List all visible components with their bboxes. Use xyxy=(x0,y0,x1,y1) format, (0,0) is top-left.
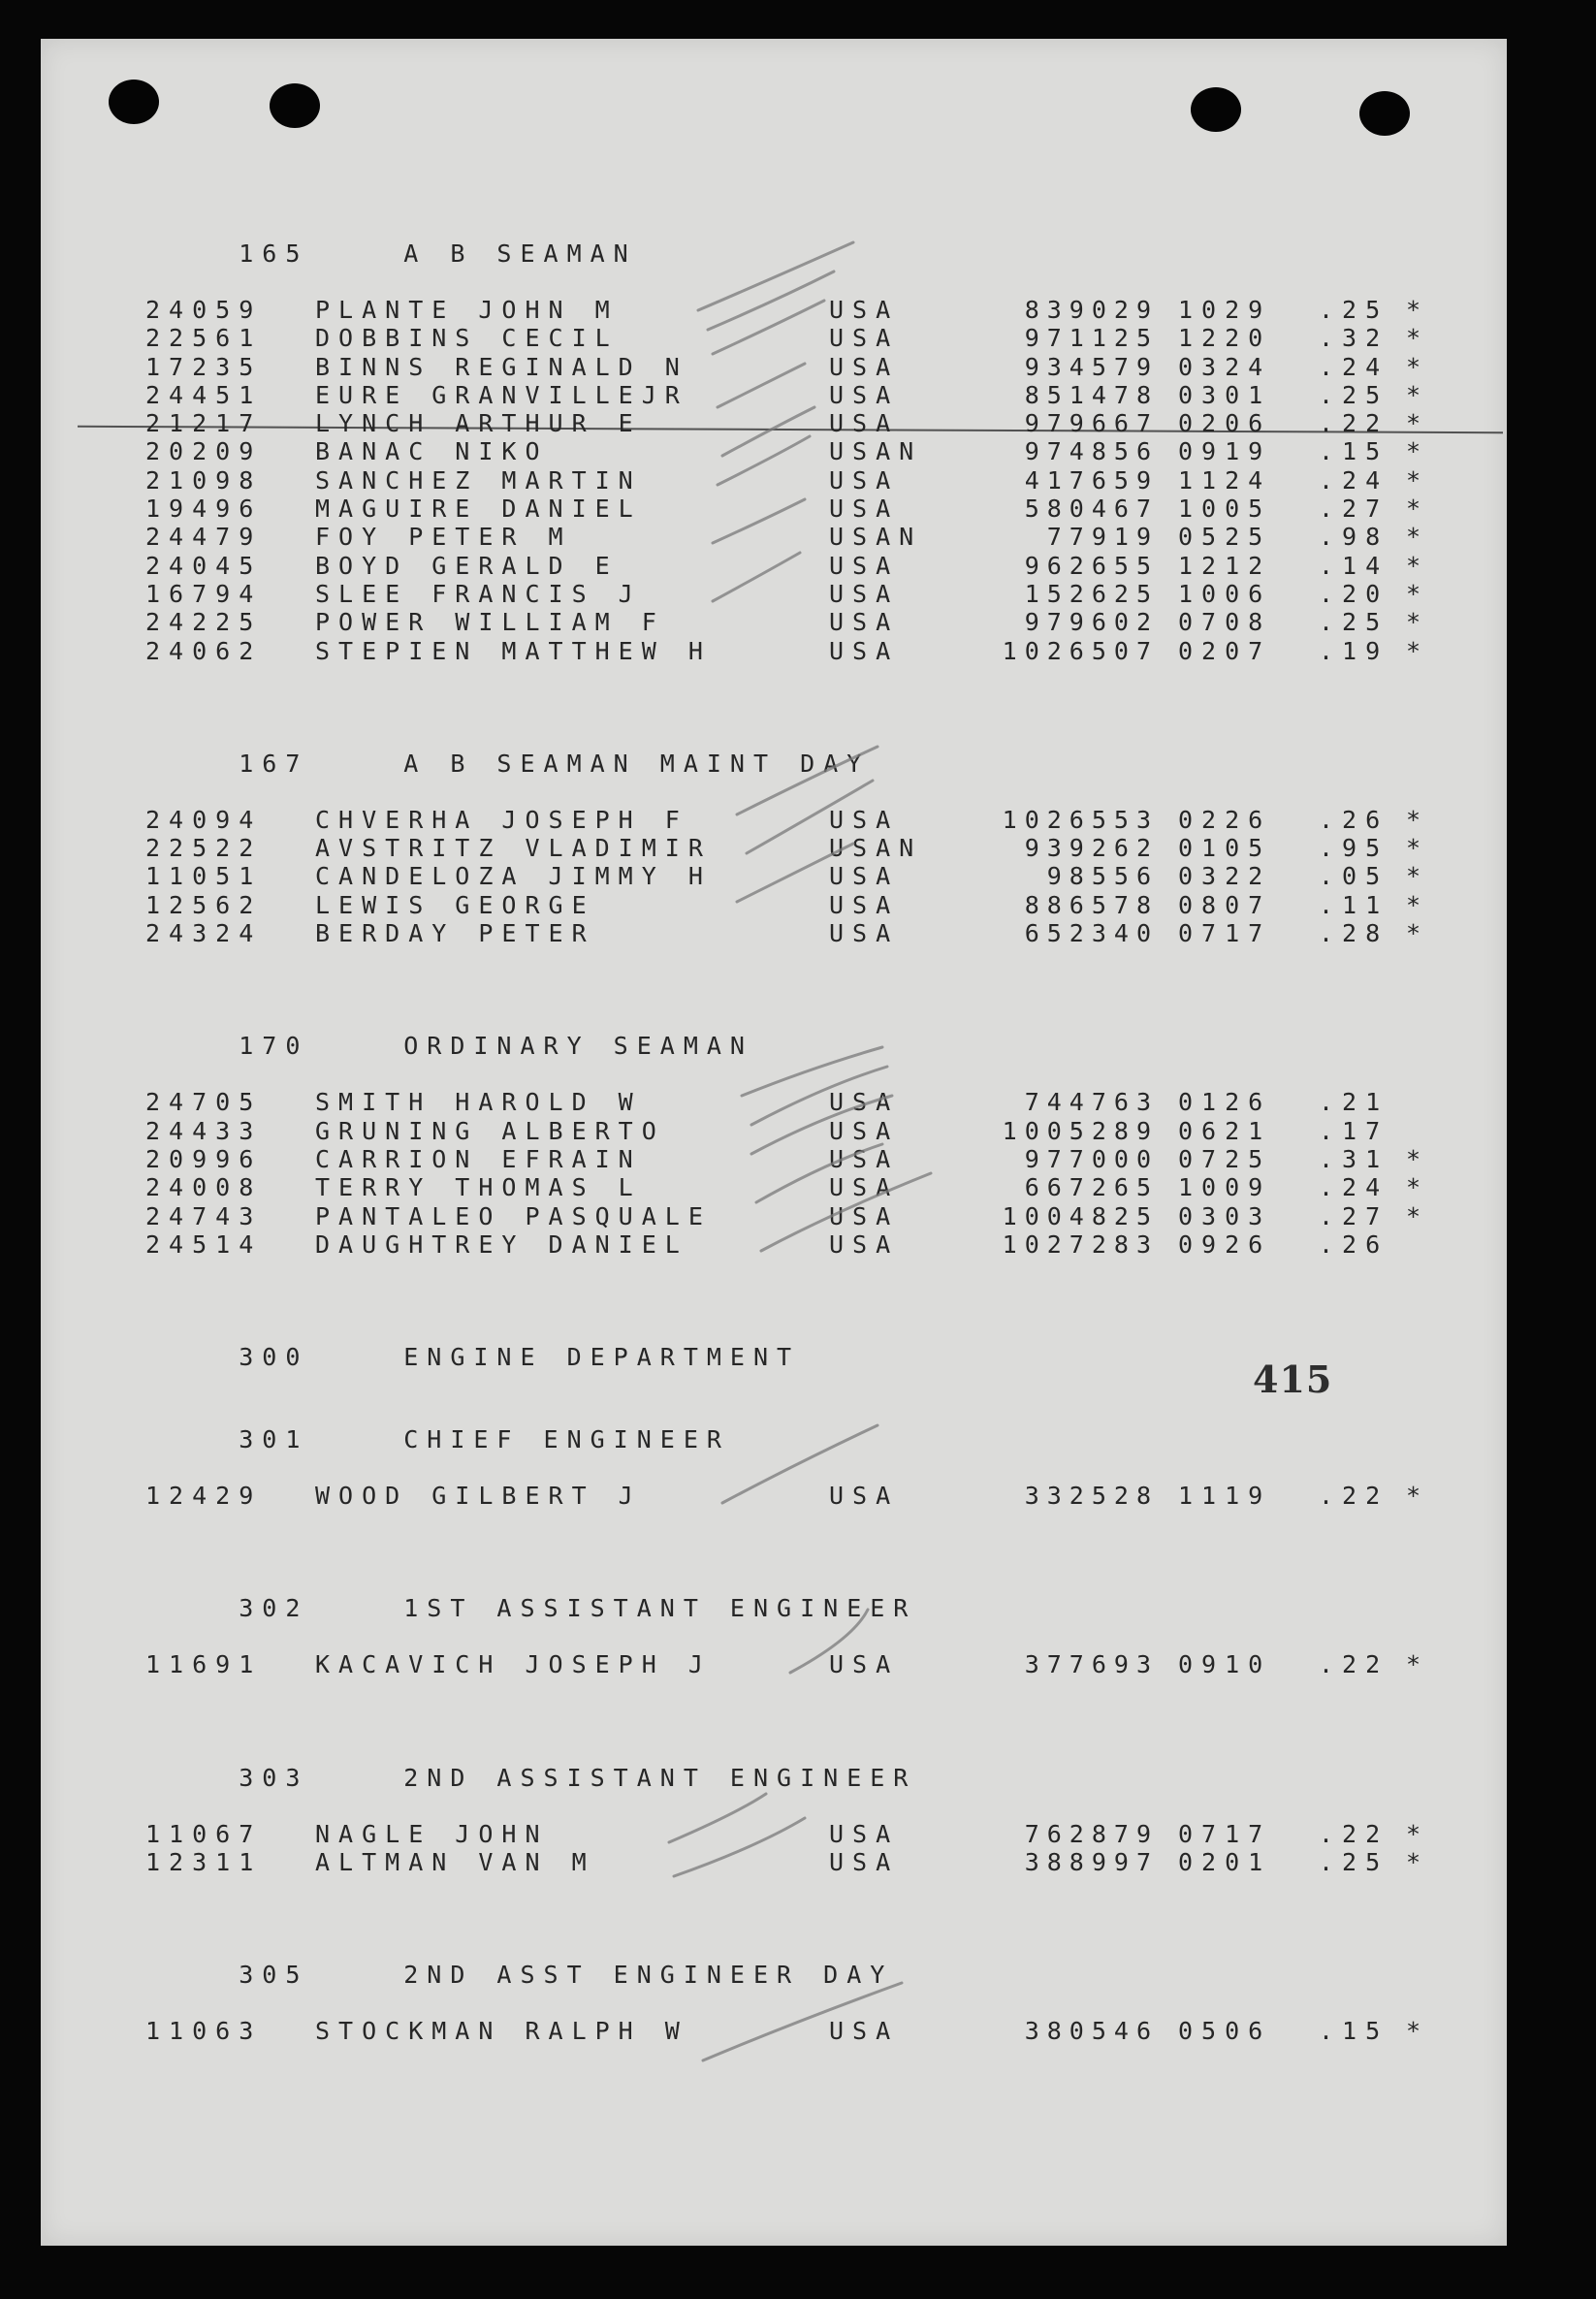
date-code: 1220 xyxy=(1178,324,1272,353)
asterisk-mark: * xyxy=(1406,1819,1430,1848)
crew-number: 24062 xyxy=(145,636,263,665)
nationality: USA xyxy=(829,1088,900,1117)
asterisk-mark: * xyxy=(1406,805,1430,834)
date-code: 1124 xyxy=(1178,465,1272,495)
crew-name: LYNCH ARTHUR E xyxy=(315,409,642,438)
asterisk-mark: * xyxy=(1406,296,1430,324)
nationality: USA xyxy=(829,1482,900,1511)
date-code: 1009 xyxy=(1178,1173,1272,1202)
nationality: USAN xyxy=(829,437,923,466)
page-number: 415 xyxy=(1253,1357,1333,1401)
nationality: USA xyxy=(829,2017,900,2046)
crew-name: STOCKMAN RALPH W xyxy=(315,2017,688,2046)
nationality: USA xyxy=(829,465,900,495)
nationality: USA xyxy=(829,1173,900,1202)
crew-row xyxy=(145,523,1454,551)
crew-number: 24433 xyxy=(145,1116,263,1145)
section-title: ORDINARY SEAMAN xyxy=(403,1032,753,1061)
punch-hole xyxy=(109,80,159,124)
date-code: 0324 xyxy=(1178,352,1272,381)
asterisk-mark: * xyxy=(1406,523,1430,552)
crew-row xyxy=(145,608,1454,636)
section-rows xyxy=(145,1650,1454,1678)
rate-value: .22 xyxy=(1319,409,1389,438)
rate-value: .28 xyxy=(1319,919,1389,948)
date-code: 1119 xyxy=(1178,1482,1272,1511)
crew-name: BERDAY PETER xyxy=(315,919,595,948)
crew-row xyxy=(145,381,1454,409)
section-header xyxy=(145,1566,1454,1623)
date-code: 0725 xyxy=(1178,1144,1272,1173)
crew-id: 380546 xyxy=(1024,2017,1159,2046)
crew-number: 22561 xyxy=(145,324,263,353)
punch-hole xyxy=(270,83,320,128)
rate-value: .17 xyxy=(1319,1116,1389,1145)
crew-number: 20996 xyxy=(145,1144,263,1173)
crew-id: 974856 xyxy=(1024,437,1159,466)
rate-value: .27 xyxy=(1319,1201,1389,1230)
rate-value: .25 xyxy=(1319,380,1389,409)
section-header xyxy=(145,1932,1454,1990)
date-code: 0303 xyxy=(1178,1201,1272,1230)
date-code: 0708 xyxy=(1178,608,1272,637)
asterisk-mark: * xyxy=(1406,380,1430,409)
rate-value: .32 xyxy=(1319,324,1389,353)
asterisk-mark: * xyxy=(1406,1482,1430,1511)
crew-id: 98556 xyxy=(1046,862,1159,891)
crew-row xyxy=(145,806,1454,834)
section-header xyxy=(145,1315,1454,1372)
crew-id: 388997 xyxy=(1024,1848,1159,1877)
crew-row xyxy=(145,2017,1454,2045)
crew-id: 1026507 xyxy=(1002,636,1159,665)
crew-name: AVSTRITZ VLADIMIR xyxy=(315,834,712,863)
crew-row xyxy=(145,437,1454,465)
asterisk-mark: * xyxy=(1406,919,1430,948)
crew-number: 24514 xyxy=(145,1229,263,1259)
crew-name: CHVERHA JOSEPH F xyxy=(315,805,688,834)
asterisk-mark: * xyxy=(1406,551,1430,580)
crew-row xyxy=(145,862,1454,890)
crew-name: EURE GRANVILLEJR xyxy=(315,380,688,409)
section-header xyxy=(145,211,1454,268)
section-code: 167 xyxy=(239,749,309,778)
crew-row xyxy=(145,1230,1454,1259)
crew-id: 962655 xyxy=(1024,551,1159,580)
crew-number: 11691 xyxy=(145,1650,263,1679)
section-header xyxy=(145,1397,1454,1454)
section-title: 2ND ASSISTANT ENGINEER xyxy=(403,1763,917,1792)
date-code: 1212 xyxy=(1178,551,1272,580)
nationality: USA xyxy=(829,890,900,919)
date-code: 0926 xyxy=(1178,1229,1272,1259)
crew-number: 24705 xyxy=(145,1088,263,1117)
crew-list xyxy=(145,211,1454,2046)
nationality: USA xyxy=(829,1650,900,1679)
section-title: 2ND ASST ENGINEER DAY xyxy=(403,1961,894,1990)
section-code: 300 xyxy=(239,1343,309,1372)
crew-row xyxy=(145,919,1454,947)
section-title: ENGINE DEPARTMENT xyxy=(403,1343,801,1372)
crew-id: 1004825 xyxy=(1002,1201,1159,1230)
nationality: USA xyxy=(829,1229,900,1259)
crew-name: ALTMAN VAN M xyxy=(315,1848,595,1877)
rate-value: .95 xyxy=(1319,834,1389,863)
crew-id: 77919 xyxy=(1046,523,1159,552)
nationality: USA xyxy=(829,1819,900,1848)
section-rows xyxy=(145,806,1454,947)
asterisk-mark: * xyxy=(1406,1848,1430,1877)
crew-row xyxy=(145,466,1454,495)
asterisk-mark: * xyxy=(1406,495,1430,524)
nationality: USA xyxy=(829,1848,900,1877)
crew-name: WOOD GILBERT J xyxy=(315,1482,642,1511)
crew-id: 839029 xyxy=(1024,296,1159,324)
asterisk-mark: * xyxy=(1406,465,1430,495)
nationality: USA xyxy=(829,579,900,608)
crew-row xyxy=(145,409,1454,437)
rate-value: .20 xyxy=(1319,579,1389,608)
crew-name: BOYD GERALD E xyxy=(315,551,619,580)
crew-row xyxy=(145,1088,1454,1116)
nationality: USA xyxy=(829,495,900,524)
crew-row xyxy=(145,552,1454,580)
crew-name: TERRY THOMAS L xyxy=(315,1173,642,1202)
crew-name: GRUNING ALBERTO xyxy=(315,1116,665,1145)
crew-id: 1026553 xyxy=(1002,805,1159,834)
crew-number: 24008 xyxy=(145,1173,263,1202)
rate-value: .05 xyxy=(1319,862,1389,891)
date-code: 0621 xyxy=(1178,1116,1272,1145)
crew-name: FOY PETER M xyxy=(315,523,572,552)
crew-row xyxy=(145,1173,1454,1201)
crew-number: 12429 xyxy=(145,1482,263,1511)
crew-id: 934579 xyxy=(1024,352,1159,381)
crew-number: 20209 xyxy=(145,437,263,466)
crew-number: 11063 xyxy=(145,2017,263,2046)
asterisk-mark: * xyxy=(1406,409,1430,438)
crew-name: MAGUIRE DANIEL xyxy=(315,495,642,524)
asterisk-mark: * xyxy=(1406,834,1430,863)
asterisk-mark: * xyxy=(1406,324,1430,353)
section-code: 165 xyxy=(239,239,309,268)
crew-row xyxy=(145,324,1454,352)
section-code: 303 xyxy=(239,1763,309,1792)
crew-number: 24451 xyxy=(145,380,263,409)
section-rows xyxy=(145,2017,1454,2045)
nationality: USA xyxy=(829,409,900,438)
date-code: 0919 xyxy=(1178,437,1272,466)
date-code: 0301 xyxy=(1178,380,1272,409)
asterisk-mark: * xyxy=(1406,437,1430,466)
date-code: 0717 xyxy=(1178,919,1272,948)
date-code: 0910 xyxy=(1178,1650,1272,1679)
section-title: 1ST ASSISTANT ENGINEER xyxy=(403,1594,917,1623)
crew-name: NAGLE JOHN xyxy=(315,1819,549,1848)
crew-id: 977000 xyxy=(1024,1144,1159,1173)
rate-value: .11 xyxy=(1319,890,1389,919)
crew-number: 24324 xyxy=(145,919,263,948)
crew-row xyxy=(145,296,1454,324)
date-code: 0226 xyxy=(1178,805,1272,834)
section-code: 170 xyxy=(239,1032,309,1061)
crew-row xyxy=(145,580,1454,608)
crew-id: 377693 xyxy=(1024,1650,1159,1679)
asterisk-mark: * xyxy=(1406,1201,1430,1230)
crew-id: 979602 xyxy=(1024,608,1159,637)
crew-number: 24479 xyxy=(145,523,263,552)
asterisk-mark: * xyxy=(1406,608,1430,637)
rate-value: .15 xyxy=(1319,2017,1389,2046)
crew-name: PANTALEO PASQUALE xyxy=(315,1201,712,1230)
crew-id: 762879 xyxy=(1024,1819,1159,1848)
rate-value: .26 xyxy=(1319,805,1389,834)
crew-name: POWER WILLIAM F xyxy=(315,608,665,637)
crew-id: 851478 xyxy=(1024,380,1159,409)
section-title: CHIEF ENGINEER xyxy=(403,1425,730,1454)
crew-name: SMITH HAROLD W xyxy=(315,1088,642,1117)
crew-number: 12562 xyxy=(145,890,263,919)
punch-hole xyxy=(1191,87,1241,132)
crew-row xyxy=(145,1482,1454,1510)
crew-name: DAUGHTREY DANIEL xyxy=(315,1229,688,1259)
date-code: 1029 xyxy=(1178,296,1272,324)
asterisk-mark: * xyxy=(1406,636,1430,665)
crew-row xyxy=(145,1145,1454,1173)
asterisk-mark: * xyxy=(1406,1144,1430,1173)
asterisk-mark: * xyxy=(1406,862,1430,891)
section-code: 302 xyxy=(239,1594,309,1623)
crew-number: 24225 xyxy=(145,608,263,637)
rate-value: .15 xyxy=(1319,437,1389,466)
crew-id: 580467 xyxy=(1024,495,1159,524)
nationality: USA xyxy=(829,380,900,409)
crew-id: 667265 xyxy=(1024,1173,1159,1202)
crew-name: CARRION EFRAIN xyxy=(315,1144,642,1173)
crew-row xyxy=(145,637,1454,665)
asterisk-mark: * xyxy=(1406,1173,1430,1202)
rate-value: .21 xyxy=(1319,1088,1389,1117)
crew-number: 21098 xyxy=(145,465,263,495)
nationality: USAN xyxy=(829,834,923,863)
asterisk-mark: * xyxy=(1406,890,1430,919)
rate-value: .14 xyxy=(1319,551,1389,580)
crew-name: BINNS REGINALD N xyxy=(315,352,688,381)
crew-row xyxy=(145,495,1454,523)
crew-number: 16794 xyxy=(145,579,263,608)
crew-id: 971125 xyxy=(1024,324,1159,353)
rate-value: .26 xyxy=(1319,1229,1389,1259)
crew-id: 417659 xyxy=(1024,465,1159,495)
crew-name: PLANTE JOHN M xyxy=(315,296,619,324)
rate-value: .24 xyxy=(1319,465,1389,495)
date-code: 0206 xyxy=(1178,409,1272,438)
rate-value: .24 xyxy=(1319,352,1389,381)
asterisk-mark: * xyxy=(1406,352,1430,381)
crew-number: 11067 xyxy=(145,1819,263,1848)
date-code: 0525 xyxy=(1178,523,1272,552)
crew-id: 744763 xyxy=(1024,1088,1159,1117)
nationality: USA xyxy=(829,296,900,324)
asterisk-mark: * xyxy=(1406,2017,1430,2046)
rate-value: .27 xyxy=(1319,495,1389,524)
rate-value: .25 xyxy=(1319,296,1389,324)
crew-name: LEWIS GEORGE xyxy=(315,890,595,919)
crew-name: SLEE FRANCIS J xyxy=(315,579,642,608)
rate-value: .98 xyxy=(1319,523,1389,552)
nationality: USAN xyxy=(829,523,923,552)
crew-name: SANCHEZ MARTIN xyxy=(315,465,642,495)
crew-number: 22522 xyxy=(145,834,263,863)
crew-row xyxy=(145,1202,1454,1230)
nationality: USA xyxy=(829,608,900,637)
rate-value: .19 xyxy=(1319,636,1389,665)
crew-row xyxy=(145,1650,1454,1678)
nationality: USA xyxy=(829,919,900,948)
nationality: USA xyxy=(829,805,900,834)
rate-value: .24 xyxy=(1319,1173,1389,1202)
section-header xyxy=(145,1004,1454,1061)
date-code: 0717 xyxy=(1178,1819,1272,1848)
section-header xyxy=(145,1736,1454,1792)
crew-row xyxy=(145,1848,1454,1876)
crew-number: 24045 xyxy=(145,551,263,580)
rate-value: .22 xyxy=(1319,1650,1389,1679)
crew-number: 24094 xyxy=(145,805,263,834)
crew-number: 19496 xyxy=(145,495,263,524)
crew-name: DOBBINS CECIL xyxy=(315,324,619,353)
punch-hole xyxy=(1359,91,1410,136)
nationality: USA xyxy=(829,1201,900,1230)
crew-id: 332528 xyxy=(1024,1482,1159,1511)
nationality: USA xyxy=(829,862,900,891)
crew-id: 979667 xyxy=(1024,409,1159,438)
date-code: 0207 xyxy=(1178,636,1272,665)
section-code: 301 xyxy=(239,1425,309,1454)
date-code: 1006 xyxy=(1178,579,1272,608)
section-title: A B SEAMAN MAINT DAY xyxy=(403,749,871,778)
nationality: USA xyxy=(829,1144,900,1173)
crew-id: 152625 xyxy=(1024,579,1159,608)
section-rows xyxy=(145,1482,1454,1510)
crew-name: KACAVICH JOSEPH J xyxy=(315,1650,712,1679)
nationality: USA xyxy=(829,352,900,381)
nationality: USA xyxy=(829,1116,900,1145)
nationality: USA xyxy=(829,324,900,353)
crew-id: 939262 xyxy=(1024,834,1159,863)
crew-number: 11051 xyxy=(145,862,263,891)
asterisk-mark: * xyxy=(1406,579,1430,608)
crew-number: 24743 xyxy=(145,1201,263,1230)
rate-value: .22 xyxy=(1319,1482,1389,1511)
rate-value: .22 xyxy=(1319,1819,1389,1848)
crew-row xyxy=(145,353,1454,381)
crew-name: BANAC NIKO xyxy=(315,437,549,466)
crew-number: 24059 xyxy=(145,296,263,324)
crew-name: STEPIEN MATTHEW H xyxy=(315,636,712,665)
section-title: A B SEAMAN xyxy=(403,239,637,268)
crew-number: 21217 xyxy=(145,409,263,438)
crew-name: CANDELOZA JIMMY H xyxy=(315,862,712,891)
nationality: USA xyxy=(829,636,900,665)
crew-id: 886578 xyxy=(1024,890,1159,919)
date-code: 0807 xyxy=(1178,890,1272,919)
crew-row xyxy=(145,891,1454,919)
date-code: 0201 xyxy=(1178,1848,1272,1877)
rate-value: .31 xyxy=(1319,1144,1389,1173)
date-code: 0322 xyxy=(1178,862,1272,891)
crew-id: 1027283 xyxy=(1002,1229,1159,1259)
section-header xyxy=(145,721,1454,778)
date-code: 0126 xyxy=(1178,1088,1272,1117)
nationality: USA xyxy=(829,551,900,580)
crew-id: 652340 xyxy=(1024,919,1159,948)
crew-row xyxy=(145,1820,1454,1848)
asterisk-mark: * xyxy=(1406,1650,1430,1679)
section-rows xyxy=(145,296,1454,665)
crew-number: 12311 xyxy=(145,1848,263,1877)
section-rows xyxy=(145,1820,1454,1877)
date-code: 0105 xyxy=(1178,834,1272,863)
date-code: 1005 xyxy=(1178,495,1272,524)
rate-value: .25 xyxy=(1319,1848,1389,1877)
crew-row xyxy=(145,1117,1454,1145)
section-rows xyxy=(145,1088,1454,1259)
crew-id: 1005289 xyxy=(1002,1116,1159,1145)
crew-row xyxy=(145,834,1454,862)
rate-value: .25 xyxy=(1319,608,1389,637)
date-code: 0506 xyxy=(1178,2017,1272,2046)
crew-number: 17235 xyxy=(145,352,263,381)
section-code: 305 xyxy=(239,1961,309,1990)
